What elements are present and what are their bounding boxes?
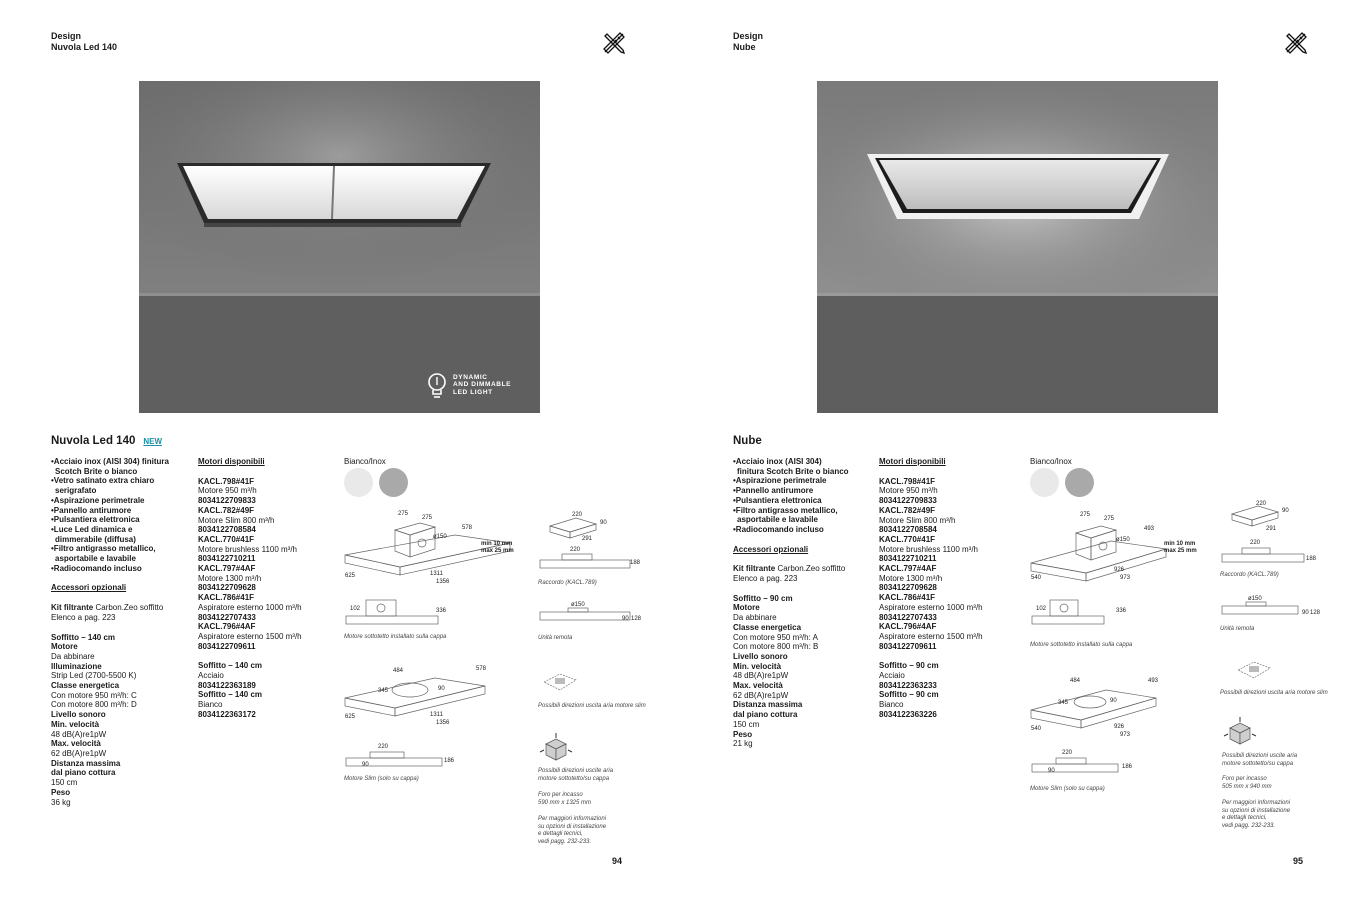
motor-line: KACL.786#41F	[198, 593, 255, 603]
dim-345: 345	[378, 688, 389, 694]
spec-line: Soffitto – 90 cm	[733, 593, 793, 603]
feature-line: •Acciaio inox (AISI 304)	[733, 457, 822, 466]
dim-186: 186	[444, 758, 455, 764]
spec-line: Con motore 800 m³/h: B	[733, 642, 819, 652]
header-section: Design	[733, 31, 764, 41]
dim-min: min 10 mm	[481, 541, 513, 547]
airflow-motor-icon	[1224, 716, 1256, 748]
motor-line: Motore 1300 m³/h	[879, 573, 943, 583]
motor-line: Motore Slim 800 m³/h	[879, 515, 956, 525]
led-badge	[426, 371, 511, 399]
kit-filtrante: Kit filtrante Carbon.Zeo soffitto	[733, 564, 846, 574]
version-line: Soffitto – 140 cm	[198, 661, 263, 671]
caption-raccordo: Raccordo (KACL.789)	[1220, 572, 1279, 578]
dim-926b: 926	[1114, 724, 1125, 730]
version-line: 8034122363226	[879, 709, 937, 719]
motor-line: Aspiratore esterno 1500 m³/h	[879, 631, 983, 641]
technical-drawing-side-slim	[344, 740, 454, 776]
swatch-inox	[379, 468, 408, 497]
airflow-slim-icon	[540, 668, 580, 696]
caption-foro: Foro per incasso 590 mm x 1325 mm	[538, 792, 592, 806]
dim-r188: 188	[630, 560, 641, 566]
technical-drawing-side-motor	[1030, 596, 1130, 632]
header-section: Design	[51, 31, 82, 41]
swatch-bianco	[1030, 468, 1059, 497]
dim-275a: 275	[398, 511, 409, 517]
swatch-inox	[1065, 468, 1094, 497]
feature-line: •Aspirazione perimetrale	[733, 476, 827, 486]
motori-title: Motori disponibili	[879, 457, 946, 466]
spec-line: 21 kg	[733, 739, 753, 749]
dim-926: 926	[1114, 567, 1125, 573]
badge-line-1: DYNAMIC	[453, 373, 488, 381]
page-right	[678, 0, 1356, 904]
dim-275b: 275	[422, 515, 433, 521]
spec-line: 62 dB(A)re1pW	[51, 748, 107, 758]
spec-line: Livello sonoro	[51, 710, 106, 720]
technical-drawing-unita	[1220, 592, 1320, 624]
dim-973: 973	[1120, 575, 1131, 581]
accessori-title: Accessori opzionali	[733, 544, 809, 554]
dim-u90: 90	[1302, 610, 1309, 616]
dim-u128: 128	[631, 616, 642, 622]
product-title: Nuvola Led 140	[51, 435, 136, 447]
dim-90: 90	[438, 686, 445, 692]
dim-345: 345	[1058, 700, 1069, 706]
motor-line: 8034122709611	[198, 641, 256, 651]
dim-150: ø150	[433, 534, 447, 540]
product-photo-nuvola	[139, 81, 540, 413]
spec-line: Min. velocità	[51, 719, 100, 729]
dim-max: max 25 mm	[481, 548, 514, 554]
dim-336: 336	[1116, 608, 1127, 614]
spec-line: Max. velocità	[733, 681, 783, 691]
motor-line: KACL.797#4AF	[879, 564, 937, 574]
dim-r90: 90	[1282, 508, 1289, 514]
technical-drawing-raccordo	[538, 508, 641, 578]
features-column	[733, 457, 873, 749]
motor-line: Motore 950 m³/h	[198, 486, 257, 496]
motor-line: KACL.796#4AF	[198, 622, 256, 632]
version-line: Acciaio	[879, 671, 905, 681]
dim-973b: 973	[1120, 732, 1131, 738]
feature-line: •Pannello antirumore	[733, 486, 814, 496]
motor-line: 8034122708584	[879, 525, 937, 535]
version-line: 8034122363172	[198, 709, 256, 719]
dim-220: 220	[378, 744, 389, 750]
product-photo-nube	[817, 81, 1218, 413]
version-line: 8034122363189	[198, 680, 256, 690]
swatch-label: Bianco/Inox	[1030, 457, 1072, 466]
spec-line: Peso	[51, 787, 71, 797]
motor-line: Motore 950 m³/h	[879, 486, 938, 496]
dim-1311: 1311	[430, 571, 443, 577]
spec-line: 62 dB(A)re1pW	[733, 690, 789, 700]
dim-578: 578	[462, 525, 473, 531]
page-header	[51, 31, 117, 53]
feature-line: •Aspirazione perimetrale	[51, 495, 145, 505]
product-title-block	[51, 435, 162, 447]
feature-line: finitura Scotch Brite o bianco	[737, 466, 849, 476]
dim-484: 484	[393, 668, 404, 674]
product-title: Nube	[733, 435, 762, 447]
motor-line: KACL.770#41F	[198, 534, 255, 544]
feature-line: serigrafato	[55, 486, 97, 496]
motor-line: 8034122710211	[879, 554, 937, 564]
motor-line: KACL.782#49F	[198, 505, 255, 515]
dim-u128: 128	[1310, 610, 1321, 616]
page-header	[733, 31, 763, 53]
spec-line: dal piano cottura	[733, 710, 798, 720]
version-line: Bianco	[198, 700, 223, 710]
caption-info: Per maggiori informazioni su opzioni di installazione e dettagli tecnici, vedi pagg. 232-233.	[538, 816, 607, 845]
features-column	[51, 457, 191, 807]
caption-dir: Possibili direzioni uscite aria motore sottotetto/su cappa	[538, 768, 614, 782]
dim-540b: 540	[1031, 726, 1042, 732]
lightbulb-icon	[426, 371, 448, 399]
motor-line: KACL.798#41F	[879, 476, 936, 486]
motor-line: 8034122709833	[879, 496, 937, 506]
version-line: Soffitto – 140 cm	[198, 690, 263, 700]
motor-line: KACL.798#41F	[198, 476, 255, 486]
motor-line: 8034122709833	[198, 496, 256, 506]
spec-line: Soffitto – 140 cm	[51, 632, 116, 642]
spec-line: Motore	[733, 603, 760, 613]
dim-r220b: 220	[1250, 540, 1261, 546]
spec-line: Da abbinare	[51, 651, 95, 661]
technical-drawing-iso-motor	[1026, 505, 1211, 590]
caption-dir: Possibili direzioni uscite aria motore sottotetto/su cappa	[1222, 753, 1298, 767]
accessori-title: Accessori opzionali	[51, 583, 127, 593]
caption-motore-sotto: Motore sottotetto installato sulla cappa	[344, 634, 447, 640]
header-product: Nube	[733, 42, 756, 52]
dim-r220: 220	[1256, 501, 1267, 507]
dim-1356b: 1356	[436, 720, 450, 726]
airflow-slim-icon	[1234, 656, 1274, 684]
caption-motore-slim: Motore Slim (solo su cappa)	[1030, 786, 1105, 792]
motor-line: Motore 1300 m³/h	[198, 573, 262, 583]
spec-line: Distanza massima	[51, 758, 121, 768]
technical-drawing-iso-slim	[1026, 668, 1176, 738]
spec-line: Motore	[51, 642, 78, 652]
feature-line: •Pannello antirumore	[51, 505, 132, 515]
dim-r188: 188	[1306, 556, 1317, 562]
dim-90: 90	[1110, 698, 1117, 704]
version-line: Bianco	[879, 700, 904, 710]
spec-line: Con motore 800 m³/h: D	[51, 700, 137, 710]
feature-line: •Radiocomando incluso	[51, 563, 142, 573]
spec-line: Livello sonoro	[733, 651, 788, 661]
spec-line: 150 cm	[733, 719, 760, 729]
version-line: Soffitto – 90 cm	[879, 690, 939, 700]
airflow-motor-icon	[540, 732, 572, 764]
dim-625b: 625	[345, 714, 356, 720]
page-number: 95	[1293, 856, 1304, 866]
caption-dir-slim: Possibili direzioni uscita aria motore slim	[1220, 690, 1328, 696]
motor-line: Motore brushless 1100 m³/h	[879, 544, 979, 554]
dim-336: 336	[436, 608, 447, 614]
dim-u150: ø150	[571, 602, 585, 608]
new-tag: NEW	[143, 436, 163, 446]
motor-line: 8034122710211	[198, 554, 256, 564]
product-title-block	[733, 435, 762, 447]
technical-drawing-unita	[538, 598, 642, 630]
feature-line: asportabile e lavabile	[737, 515, 818, 525]
motor-line: KACL.770#41F	[879, 534, 936, 544]
version-line: Soffitto – 90 cm	[879, 661, 939, 671]
caption-foro: Foro per incasso 505 mm x 940 mm	[1222, 776, 1272, 790]
badge-line-3: LED LIGHT	[453, 388, 493, 396]
motor-line: 8034122708584	[198, 525, 256, 535]
dim-r220: 220	[572, 512, 583, 518]
motor-line: 8034122709628	[879, 583, 937, 593]
swatch-label: Bianco/Inox	[344, 457, 386, 466]
dim-90b: 90	[362, 762, 369, 768]
spec-line: Classe energetica	[733, 622, 802, 632]
caption-motore-sotto: Motore sottotetto installato sulla cappa	[1030, 642, 1133, 648]
design-pencil-ruler-icon	[1284, 31, 1308, 55]
dim-u150: ø150	[1248, 596, 1262, 602]
spec-line: Con motore 950 m³/h: A	[733, 632, 818, 642]
spec-line: Max. velocità	[51, 739, 101, 749]
caption-unita: Unità remota	[538, 635, 573, 641]
kit-filtrante: Kit filtrante Carbon.Zeo soffitto	[51, 603, 164, 613]
dim-484: 484	[1070, 678, 1081, 684]
feature-line: asportabile e lavabile	[55, 554, 136, 564]
technical-drawing-raccordo	[1220, 500, 1320, 570]
dim-u90: 90	[622, 616, 629, 622]
dim-220: 220	[1062, 750, 1073, 756]
spec-line: Strip Led (2700-5500 K)	[51, 671, 137, 681]
dim-150: ø150	[1116, 537, 1130, 543]
motor-line: KACL.786#41F	[879, 593, 936, 603]
badge-line-2: AND DIMMABLE	[453, 381, 512, 389]
spec-line: Illuminazione	[51, 661, 102, 671]
motor-line: KACL.797#4AF	[198, 564, 256, 574]
spec-line: dal piano cottura	[51, 768, 116, 778]
feature-line: •Pulsantiera elettronica	[733, 495, 822, 505]
spec-line: 48 dB(A)re1pW	[51, 729, 107, 739]
dim-102: 102	[1036, 606, 1047, 612]
dim-1311b: 1311	[430, 712, 443, 718]
kit-ref: Elenco a pag. 223	[733, 574, 798, 584]
page-number: 94	[612, 856, 623, 866]
feature-line: •Pulsantiera elettronica	[51, 515, 140, 525]
feature-line: •Vetro satinato extra chiaro	[51, 476, 155, 486]
feature-line: •Filtro antigrasso metallico,	[51, 544, 156, 554]
motor-line: Aspiratore esterno 1000 m³/h	[879, 602, 983, 612]
motor-line: KACL.796#4AF	[879, 622, 937, 632]
motori-column	[879, 457, 1019, 720]
motori-title: Motori disponibili	[198, 457, 265, 466]
motor-line: Aspiratore esterno 1000 m³/h	[198, 602, 302, 612]
motor-line: 8034122707433	[879, 612, 937, 622]
spec-line: 36 kg	[51, 797, 71, 807]
dim-1356: 1356	[436, 579, 450, 585]
caption-info: Per maggiori informazioni su opzioni di installazione e dettagli tecnici, vedi pagg. 232-233.	[1222, 800, 1291, 829]
spec-line: 150 cm	[51, 778, 78, 788]
motor-line: Aspiratore esterno 1500 m³/h	[198, 631, 302, 641]
motor-line: Motore Slim 800 m³/h	[198, 515, 275, 525]
dim-r220b: 220	[570, 547, 581, 553]
dim-r291: 291	[582, 536, 593, 542]
caption-unita: Unità remota	[1220, 626, 1255, 632]
dim-578b: 578	[476, 666, 487, 672]
dim-r90: 90	[600, 520, 607, 526]
motor-line: Motore brushless 1100 m³/h	[198, 544, 298, 554]
feature-line: •Acciaio inox (AISI 304) finitura	[51, 457, 169, 466]
dim-540: 540	[1031, 575, 1042, 581]
technical-drawing-iso-motor	[340, 505, 525, 590]
version-line: Acciaio	[198, 671, 224, 681]
spec-line: Peso	[733, 729, 753, 739]
technical-drawing-side-motor	[344, 596, 447, 632]
spec-line: Min. velocità	[733, 661, 782, 671]
spec-line: Con motore 950 m³/h: C	[51, 690, 137, 700]
feature-line: Scotch Brite o bianco	[55, 466, 138, 476]
feature-line: •Luce Led dinamica e	[51, 524, 133, 534]
feature-line: •Filtro antigrasso metallico,	[733, 505, 838, 515]
spec-line: Distanza massima	[733, 700, 803, 710]
spec-line: Da abbinare	[733, 613, 777, 623]
motor-line: 8034122709628	[198, 583, 256, 593]
swatch-bianco	[344, 468, 373, 497]
dim-102: 102	[350, 606, 361, 612]
dim-90b: 90	[1048, 768, 1055, 774]
dim-275a: 275	[1080, 512, 1091, 518]
motor-line: 8034122709611	[879, 641, 937, 651]
motor-line: 8034122707433	[198, 612, 256, 622]
caption-motore-slim: Motore Slim (solo su cappa)	[344, 776, 419, 782]
feature-line: •Radiocomando incluso	[733, 524, 824, 534]
dim-186: 186	[1122, 764, 1133, 770]
caption-dir-slim: Possibili direzioni uscita aria motore slim	[538, 703, 646, 709]
kit-ref: Elenco a pag. 223	[51, 612, 116, 622]
version-line: 8034122363233	[879, 680, 937, 690]
dim-r291: 291	[1266, 526, 1277, 532]
technical-drawing-iso-slim	[340, 660, 490, 730]
caption-raccordo: Raccordo (KACL.789)	[538, 580, 597, 586]
header-product: Nuvola Led 140	[51, 42, 118, 52]
motori-column	[198, 457, 338, 720]
feature-line: dimmerabile (diffusa)	[55, 534, 136, 544]
dim-493: 493	[1144, 526, 1155, 532]
design-pencil-ruler-icon	[602, 31, 626, 55]
dim-625: 625	[345, 573, 356, 579]
spec-line: Classe energetica	[51, 681, 120, 691]
technical-drawing-side-slim	[1030, 746, 1140, 782]
dim-max: max 25 mm	[1164, 548, 1197, 554]
dim-493b: 493	[1148, 678, 1159, 684]
dim-275b: 275	[1104, 516, 1115, 522]
dim-min: min 10 mm	[1164, 541, 1196, 547]
spec-line: 48 dB(A)re1pW	[733, 671, 789, 681]
motor-line: KACL.782#49F	[879, 505, 936, 515]
